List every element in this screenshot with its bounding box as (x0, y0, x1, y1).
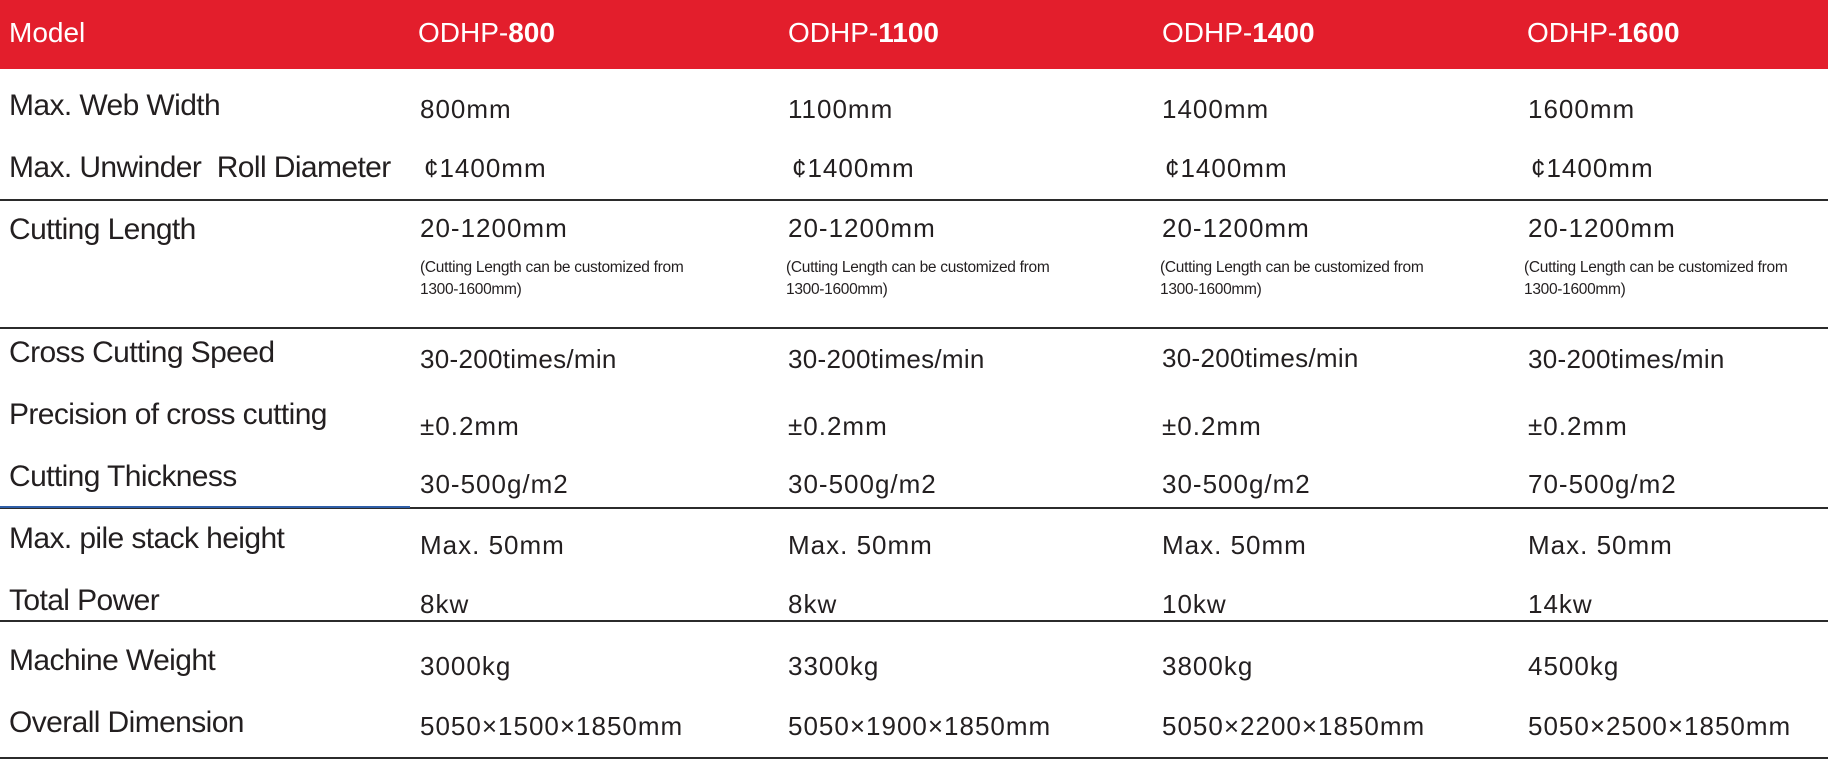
cell-roll-diameter-800: ¢1400mm (424, 153, 547, 183)
cell-roll-diameter-1600: ¢1400mm (1531, 153, 1654, 183)
cell-pile-height-1100: Max. 50mm (788, 530, 933, 560)
cell-cutting-length-1100: 20-1200mm (788, 213, 936, 243)
row-label-pile-stack-height: Max. pile stack height (9, 522, 285, 555)
cutting-length-note-1400: (Cutting Length can be customized from 1300-1600mm) (1160, 259, 1424, 298)
row-label-total-power: Total Power (9, 584, 160, 617)
cutting-length-note-1600: (Cutting Length can be customized from 1300-1600mm) (1524, 259, 1788, 298)
cell-roll-diameter-1100: ¢1400mm (792, 153, 915, 183)
cell-dimension-1100: 5050×1900×1850mm (788, 711, 1052, 741)
row-divider (0, 327, 1828, 329)
cell-dimension-800: 5050×1500×1850mm (420, 711, 684, 741)
cell-thickness-800: 30-500g/m2 (420, 469, 569, 499)
row-divider (0, 199, 1828, 201)
model-column-header: Model (9, 17, 86, 48)
model-header-1600: ODHP-1600 (1527, 17, 1680, 48)
cell-cutting-length-800: 20-1200mm (420, 213, 568, 243)
cell-power-1600: 14kw (1528, 589, 1593, 619)
row-label-cutting-length: Cutting Length (9, 213, 196, 246)
cutting-length-note-1100: (Cutting Length can be customized from 1300-1600mm) (786, 259, 1050, 298)
model-header-1400: ODHP-1400 (1162, 17, 1315, 48)
cell-speed-1600: 30-200times/min (1528, 344, 1725, 374)
cell-speed-1400: 30-200times/min (1162, 343, 1359, 373)
row-divider (0, 757, 1828, 759)
row-label-roll-diameter: Max. Unwinder Roll Diameter (9, 151, 391, 184)
cutting-length-note-800: (Cutting Length can be customized from 1300-1600mm) (420, 259, 684, 298)
cell-speed-800: 30-200times/min (420, 344, 617, 374)
cell-roll-diameter-1400: ¢1400mm (1165, 153, 1288, 183)
cell-precision-1100: ±0.2mm (788, 411, 888, 441)
cell-cutting-length-1600: 20-1200mm (1528, 213, 1676, 243)
cell-precision-800: ±0.2mm (420, 411, 520, 441)
row-label-cutting-thickness: Cutting Thickness (9, 460, 237, 493)
cell-precision-1400: ±0.2mm (1162, 411, 1262, 441)
cell-pile-height-1600: Max. 50mm (1528, 530, 1673, 560)
row-label-max-web-width: Max. Web Width (9, 89, 221, 122)
cell-pile-height-1400: Max. 50mm (1162, 530, 1307, 560)
cell-power-1100: 8kw (788, 589, 838, 619)
cell-weight-800: 3000kg (420, 651, 512, 681)
cell-speed-1100: 30-200times/min (788, 344, 985, 374)
cell-weight-1100: 3300kg (788, 651, 880, 681)
accent-divider (0, 506, 410, 508)
cell-weight-1400: 3800kg (1162, 651, 1254, 681)
model-header-1100: ODHP-1100 (788, 17, 939, 48)
cell-pile-height-800: Max. 50mm (420, 530, 565, 560)
cell-weight-1600: 4500kg (1528, 651, 1620, 681)
cell-power-800: 8kw (420, 589, 470, 619)
cell-thickness-1400: 30-500g/m2 (1162, 469, 1311, 499)
row-divider (0, 620, 1828, 622)
model-header-800: ODHP-800 (418, 17, 555, 48)
cell-dimension-1600: 5050×2500×1850mm (1528, 711, 1792, 741)
cell-web-width-1100: 1100mm (788, 94, 894, 124)
cell-thickness-1600: 70-500g/m2 (1528, 469, 1677, 499)
row-label-precision: Precision of cross cutting (9, 398, 327, 431)
cell-precision-1600: ±0.2mm (1528, 411, 1628, 441)
cell-web-width-1600: 1600mm (1528, 94, 1636, 124)
cell-web-width-1400: 1400mm (1162, 94, 1270, 124)
row-label-machine-weight: Machine Weight (9, 644, 216, 677)
table-header (0, 0, 1828, 69)
cell-web-width-800: 800mm (420, 94, 512, 124)
row-label-overall-dimension: Overall Dimension (9, 706, 244, 739)
cell-thickness-1100: 30-500g/m2 (788, 469, 937, 499)
row-label-cross-cutting-speed: Cross Cutting Speed (9, 336, 275, 369)
cell-cutting-length-1400: 20-1200mm (1162, 213, 1310, 243)
cell-power-1400: 10kw (1162, 589, 1227, 619)
cell-dimension-1400: 5050×2200×1850mm (1162, 711, 1426, 741)
